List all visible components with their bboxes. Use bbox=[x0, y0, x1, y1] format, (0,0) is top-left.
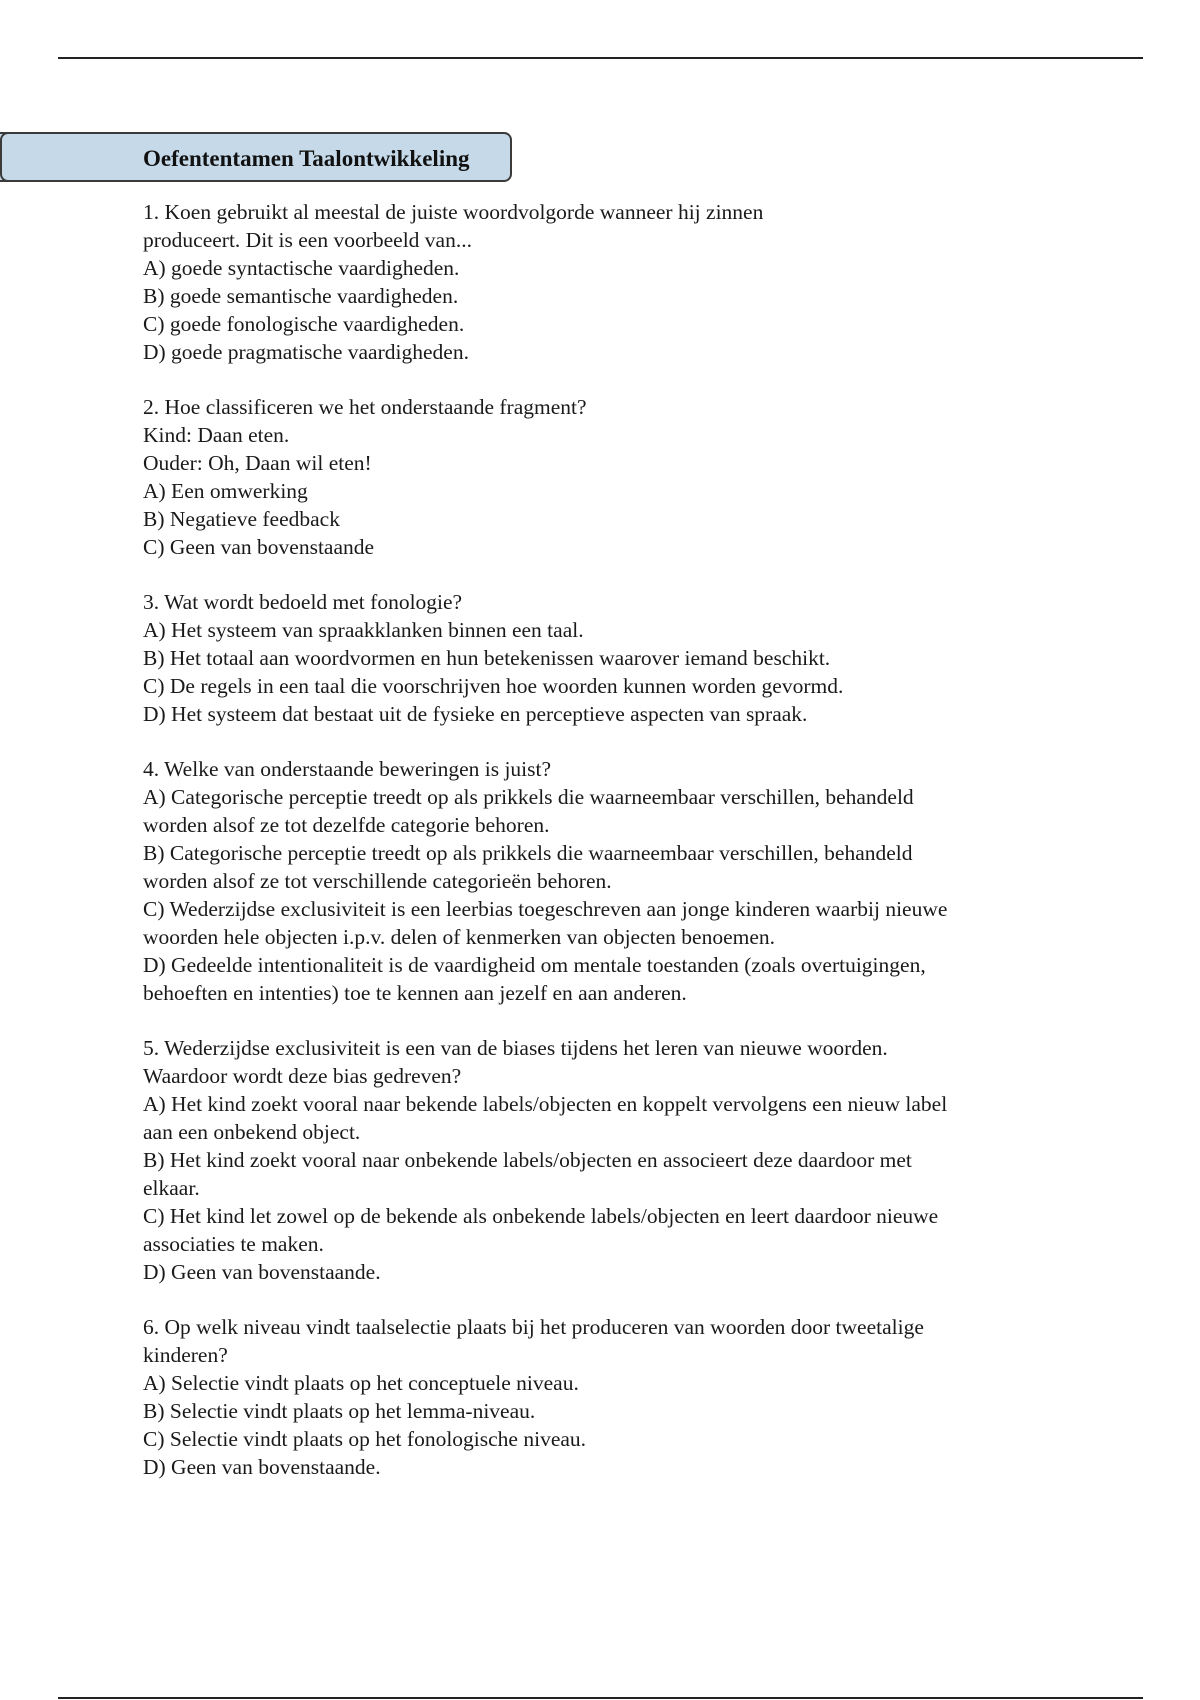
question-line: kinderen? bbox=[143, 1343, 228, 1367]
header-rule bbox=[58, 57, 1143, 59]
answer-option: B) Het kind zoekt vooral naar onbekende labels/objecten en associeert deze daardoor met bbox=[143, 1148, 912, 1172]
question-3 bbox=[143, 588, 1073, 728]
answer-option: B) Het totaal aan woordvormen en hun betekenissen waarover iemand beschikt. bbox=[143, 646, 831, 670]
question-line: 2. Hoe classificeren we het onderstaande fragment? bbox=[143, 395, 587, 419]
question-6 bbox=[143, 1313, 1073, 1481]
answer-option: C) Geen van bovenstaande bbox=[143, 535, 375, 559]
title-banner bbox=[0, 132, 512, 182]
answer-option: C) goede fonologische vaardigheden. bbox=[143, 312, 465, 336]
answer-option: B) goede semantische vaardigheden. bbox=[143, 284, 459, 308]
answer-option: B) Selectie vindt plaats op het lemma-niveau. bbox=[143, 1399, 536, 1423]
answer-option: woorden hele objecten i.p.v. delen of kenmerken van objecten benoemen. bbox=[143, 925, 776, 949]
answer-option: D) goede pragmatische vaardigheden. bbox=[143, 340, 469, 364]
answer-option: C) Wederzijdse exclusiviteit is een leerbias toegeschreven aan jonge kinderen waarbij nieuwe bbox=[143, 897, 948, 921]
fragment-line: Kind: Daan eten. bbox=[143, 423, 290, 447]
question-1 bbox=[143, 198, 1073, 366]
question-line: 4. Welke van onderstaande beweringen is juist? bbox=[143, 757, 552, 781]
answer-option: D) Geen van bovenstaande. bbox=[143, 1260, 381, 1284]
question-list bbox=[143, 198, 1073, 1508]
answer-option: A) Het systeem van spraakklanken binnen een taal. bbox=[143, 618, 584, 642]
answer-option: A) Selectie vindt plaats op het conceptuele niveau. bbox=[143, 1371, 579, 1395]
answer-option: worden alsof ze tot dezelfde categorie behoren. bbox=[143, 813, 550, 837]
answer-option: B) Negatieve feedback bbox=[143, 507, 340, 531]
answer-option: C) Selectie vindt plaats op het fonologische niveau. bbox=[143, 1427, 587, 1451]
question-line: 1. Koen gebruikt al meestal de juiste woordvolgorde wanneer hij zinnen bbox=[143, 200, 764, 224]
fragment-line: Ouder: Oh, Daan wil eten! bbox=[143, 451, 372, 475]
question-line: produceert. Dit is een voorbeeld van... bbox=[143, 228, 472, 252]
answer-option: D) Het systeem dat bestaat uit de fysieke en perceptieve aspecten van spraak. bbox=[143, 702, 808, 726]
question-4 bbox=[143, 755, 1073, 1007]
answer-option: A) Het kind zoekt vooral naar bekende labels/objecten en koppelt vervolgens een nieuw label bbox=[143, 1092, 948, 1116]
answer-option: A) Een omwerking bbox=[143, 479, 308, 503]
answer-option: D) Gedeelde intentionaliteit is de vaardigheid om mentale toestanden (zoals overtuigingen, bbox=[143, 953, 926, 977]
question-line: 6. Op welk niveau vindt taalselectie plaats bij het produceren van woorden door tweetalige bbox=[143, 1315, 924, 1339]
footer-rule bbox=[58, 1697, 1143, 1699]
question-line: 5. Wederzijdse exclusiviteit is een van de biases tijdens het leren van nieuwe woorden. bbox=[143, 1036, 888, 1060]
question-line: Waardoor wordt deze bias gedreven? bbox=[143, 1064, 462, 1088]
answer-option: aan een onbekend object. bbox=[143, 1120, 361, 1144]
question-line: 3. Wat wordt bedoeld met fonologie? bbox=[143, 590, 463, 614]
answer-option: worden alsof ze tot verschillende categorieën behoren. bbox=[143, 869, 612, 893]
answer-option: C) Het kind let zowel op de bekende als onbekende labels/objecten en leert daardoor nieuwe bbox=[143, 1204, 939, 1228]
answer-option: A) goede syntactische vaardigheden. bbox=[143, 256, 460, 280]
answer-option: behoeften en intenties) toe te kennen aan jezelf en aan anderen. bbox=[143, 981, 687, 1005]
answer-option: D) Geen van bovenstaande. bbox=[143, 1455, 381, 1479]
document-title: Oefententamen Taalontwikkeling bbox=[143, 146, 470, 171]
question-5 bbox=[143, 1034, 1073, 1286]
answer-option: B) Categorische perceptie treedt op als prikkels die waarneembaar verschillen, behandeld bbox=[143, 841, 913, 865]
answer-option: A) Categorische perceptie treedt op als prikkels die waarneembaar verschillen, behandeld bbox=[143, 785, 914, 809]
answer-option: C) De regels in een taal die voorschrijven hoe woorden kunnen worden gevormd. bbox=[143, 674, 844, 698]
question-2 bbox=[143, 393, 1073, 561]
answer-option: elkaar. bbox=[143, 1176, 200, 1200]
answer-option: associaties te maken. bbox=[143, 1232, 324, 1256]
